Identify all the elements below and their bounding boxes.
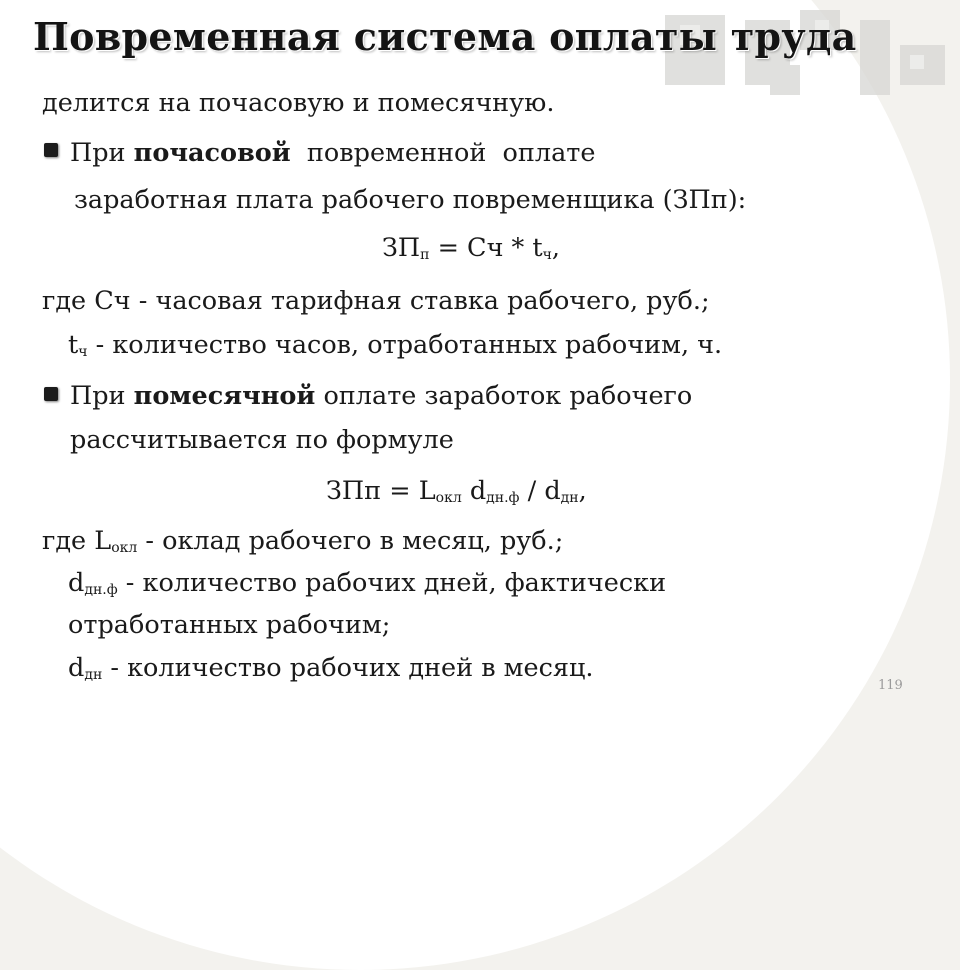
bullet-square-icon	[44, 387, 58, 401]
monthly-formula: ЗПп = $L_{окл}$ $d_{дн.ф} / d_{дн}$,	[326, 476, 587, 506]
hourly-heading: При почасовой повременной оплате	[70, 138, 596, 168]
monthly-where-days-actual: $d_{дн.ф}$ - количество рабочих дней, фактически	[68, 568, 667, 598]
hourly-line2: заработная плата рабочего повременщика (ЗПп):	[74, 185, 747, 215]
intro-line: делится на почасовую и помесячную.	[42, 88, 555, 118]
monthly-line2: рассчитывается по формуле	[70, 425, 454, 455]
hourly-where-hours: $t_ч$ - количество часов, отработанных рабочим, ч.	[68, 330, 723, 360]
monthly-where-salary: где $L_{окл}$ - оклад рабочего в месяц, руб.;	[42, 526, 564, 556]
monthly-heading: При помесячной оплате заработок рабочего	[70, 381, 693, 411]
hourly-formula: $ЗП_п$ = Сч * $t_ч$,	[382, 233, 561, 263]
bullet-square-icon	[44, 143, 58, 157]
slide-title: Повременная система оплаты труда	[33, 14, 857, 59]
page-number: 119	[878, 678, 903, 693]
monthly-where-days-actual-cont: отработанных рабочим;	[68, 610, 391, 640]
hourly-where-rate: где Сч - часовая тарифная ставка рабочего, руб.;	[42, 286, 710, 316]
monthly-where-days-month: $d_{дн}$ - количество рабочих дней в месяц.	[68, 653, 594, 683]
